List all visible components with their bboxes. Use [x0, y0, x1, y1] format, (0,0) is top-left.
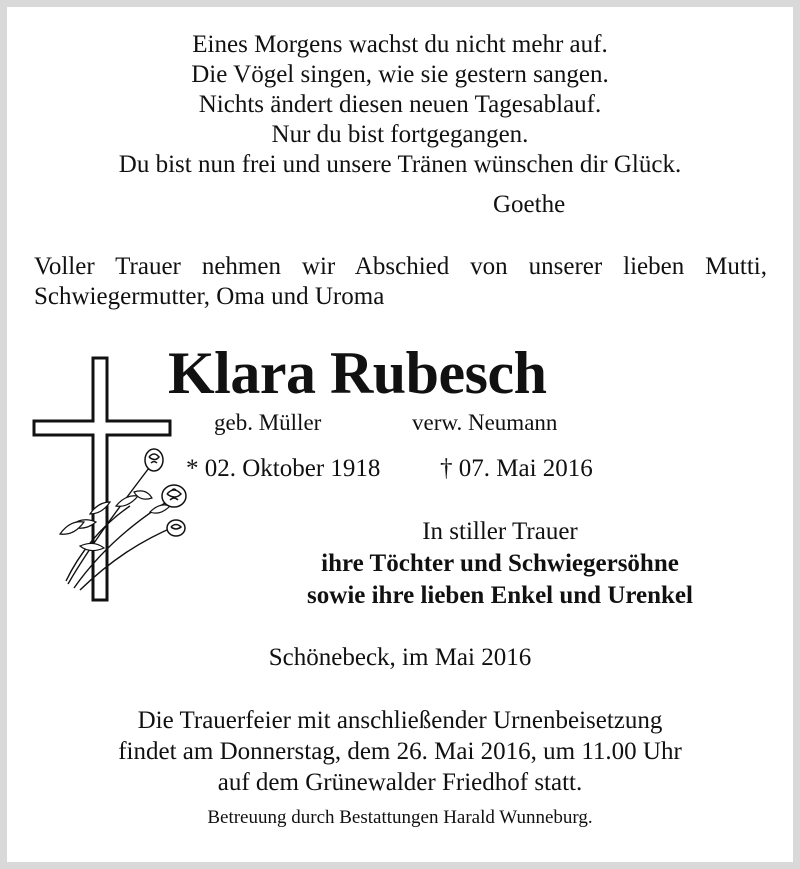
intro-line-2: Schwiegermutter, Oma und Uroma — [34, 283, 385, 310]
poem-line: Du bist nun frei und unsere Tränen wünschen dir Glück. — [118, 151, 682, 178]
mourners-line-1: ihre Töchter und Schwiegersöhne — [321, 550, 679, 577]
funeral-home-credit: Betreuung durch Bestattungen Harald Wunneburg. — [207, 807, 593, 828]
place-date: Schönebeck, im Mai 2016 — [268, 644, 532, 671]
maiden-name: geb. Müller — [214, 410, 322, 435]
mourners-heading: In stiller Trauer — [422, 518, 578, 545]
ceremony-line-2: findet am Donnerstag, dem 26. Mai 2016, um 11.00 Uhr — [118, 738, 682, 765]
intro-line-1: Voller Trauer nehmen wir Abschied von unserer lieben Mutti, — [34, 253, 767, 280]
birth-date: * 02. Oktober 1918 — [186, 455, 381, 482]
poem-line: Die Vögel singen, wie sie gestern sangen. — [191, 61, 609, 88]
deceased-name: Klara Rubesch — [168, 340, 547, 406]
widowed-name: verw. Neumann — [412, 410, 558, 435]
poem-author: Goethe — [493, 191, 566, 218]
poem-line: Nur du bist fortgegangen. — [271, 121, 529, 148]
death-date: † 07. Mai 2016 — [440, 455, 593, 482]
poem-line: Eines Morgens wachst du nicht mehr auf. — [192, 31, 608, 58]
poem-line: Nichts ändert diesen neuen Tagesablauf. — [198, 91, 602, 118]
mourners-line-2: sowie ihre lieben Enkel und Urenkel — [307, 582, 693, 609]
ceremony-line-1: Die Trauerfeier mit anschließender Urnenbeisetzung — [137, 707, 663, 734]
ceremony-line-3: auf dem Grünewalder Friedhof statt. — [217, 769, 583, 796]
poem — [0, 30, 800, 180]
